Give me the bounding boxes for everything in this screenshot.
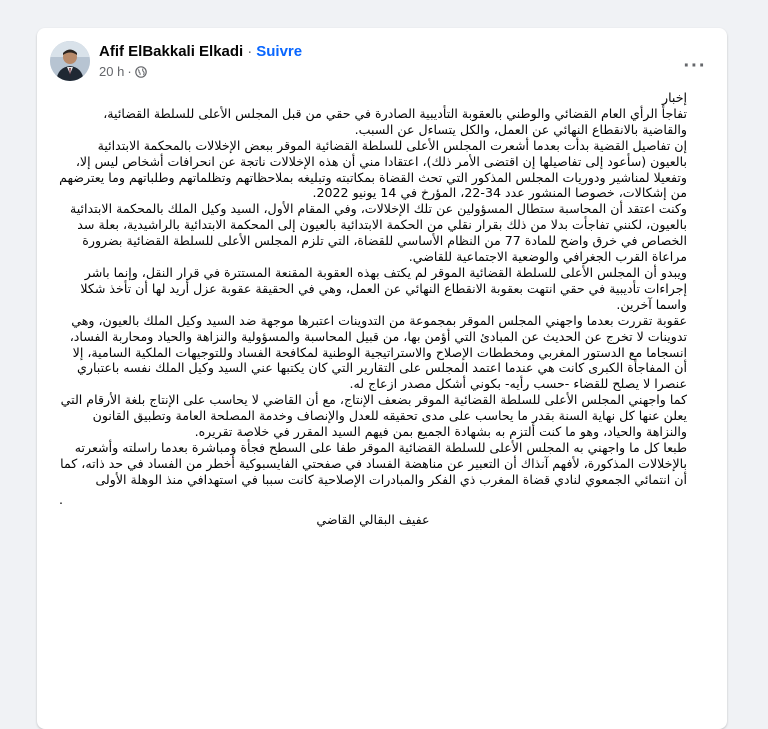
post-card [37,28,727,729]
globe-icon[interactable] [135,66,147,78]
follow-button[interactable]: Suivre [256,43,303,60]
post-paragraph: ويبدو أن المجلس الأعلى للسلطة القضائية الموقر لم يكتف بهذه العقوبة المقنعة المستترة في قرار النقل، وإنما باشر إجراءات تأديبية في حقي انتهت بعقوبة الانقطاع النهائي عن العمل، وهي في الحقيقة عقوبة عزل أريد لها أن تأخذ شكلا واسما آخرين. [80,264,687,312]
avatar-image [50,41,90,81]
post-paragraph: إخبار [661,90,687,105]
separator: · [247,43,253,60]
author-line [99,43,302,61]
post-paragraph: طبعا كل ما واجهني به المجلس الأعلى للسلطة القضائية الموقر طفا على السطح فجأة ومباشرة بعدما راسلته وأشعرته بالإخلالات المذكورة، لأفهم آنذاك أن التعبير عن مناهضة الفساد في صفحتي الفايسبوكية أخطر من الفساد في حد ذاته، كما أن انتمائي الجمعوي لنادي قضاة المغرب ذي الفكر والمبادرات الإصلاحية كانت سببا في استهدافي منذ الوهلة الأولى [60,439,687,487]
stray-mark: . [59,491,64,507]
post-paragraph: تفاجأ الرأي العام القضائي والوطني بالعقوبة التأديبية الصادرة في حقي من قبل المجلس الأعلى للسلطة القضائية، والقاضية بالانقطاع النهائي عن العمل، والكل يتساءل عن السبب. [103,105,687,137]
post-text [59,90,687,527]
post-paragraph: عقوبة تقررت بعدما واجهني المجلس الموقر بمجموعة من التدوينات اعتبرها موجهة ضد السيد وكيل الملك بالعيون، وهي تدوينات لا تخرج عن الحديث عن المبادئ التي أؤمن بها، من قبيل المحاسبة والمسؤولية والنزاهة والحياد ومحاربة الفساد، انسجاما مع الدستور المغربي ومخططات الإصلاح والاستراتيجية الوطنية لمكافحة الفساد وللتوجيهات الملكية السامية، إلا أن المفاجأة الكبرى كانت هي عندما اعتمد المجلس على التقارير التي كان يكتبها عني السيد وكيل الملك نفسه باعتباري عنصرا لا يصلح للقضاء -حسب رأيه- بكوني أشكل مصدر ازعاج له. [69,312,687,392]
timestamp[interactable]: 20 h [99,64,125,79]
avatar[interactable] [50,41,90,81]
post-header [37,28,727,90]
signature: عفيف البقالي القاضي [316,511,430,527]
more-options-icon[interactable]: ··· [683,54,707,77]
author-name[interactable]: Afif ElBakkali Elkadi [99,43,244,60]
post-paragraph: كما واجهني المجلس الأعلى للسلطة القضائية الموقر بضعف الإنتاج، مع أن القاضي لا يحاسب على الإنتاج بلغة الأرقام التي يعلن عنها كل نهاية السنة بقدر ما يحاسب على مدى تحقيقه للعدل والإنصاف وخدمة المصلحة العامة وتطبيق القانون والنزاهة والحياد، وهو ما كنت ألتزم به بشهادة الجميع بمن فيهم السيد المقرر في خلاصة تقريره. [60,392,687,440]
post-meta [99,64,147,80]
post-paragraph: إن تفاصيل القضية بدأت بعدما أشعرت المجلس الأعلى للسلطة القضائية الموقر ببعض الإخلالات بالمحكمة الابتدائية بالعيون (سأعود إلى تفاصيلها إن اقتضى الأمر ذلك)، اعتقادا مني أن هذه الإخلالات ناتجة عن انحرافات أشخاص ليس إلا، وتفعيلا لمناشير ودوريات المجلس المذكور التي تحث القضاة بمكاتبته وتبليغه بملاحظاتهم وتظلماتهم وطلباتهم وما يعترضهم من إشكالات، خصوصا المنشور عدد 34-22، المؤرخ في 14 يونيو 2022. [59,137,687,201]
post-paragraph: وكنت اعتقد أن المحاسبة ستطال المسؤولين عن تلك الإخلالات، وفي المقام الأول، السيد وكيل الملك بالمحكمة الابتدائية بالعيون، لكنني تفاجأت بدلا من ذلك بقرار نقلي من الحكمة الابتدائية بالعيون إلى المحكمة الابتدائية بالراشيدية، بعلة سد الخصاص في خرق واضح للمادة 77 من النظام الأساسي للقضاة، التي تلزم المجلس الأعلى للسلطة القضائية بضرورة مراعاة القرب الجغرافي والوضعية الاجتماعية للقاضي. [69,201,687,265]
meta-separator: · [127,64,132,79]
